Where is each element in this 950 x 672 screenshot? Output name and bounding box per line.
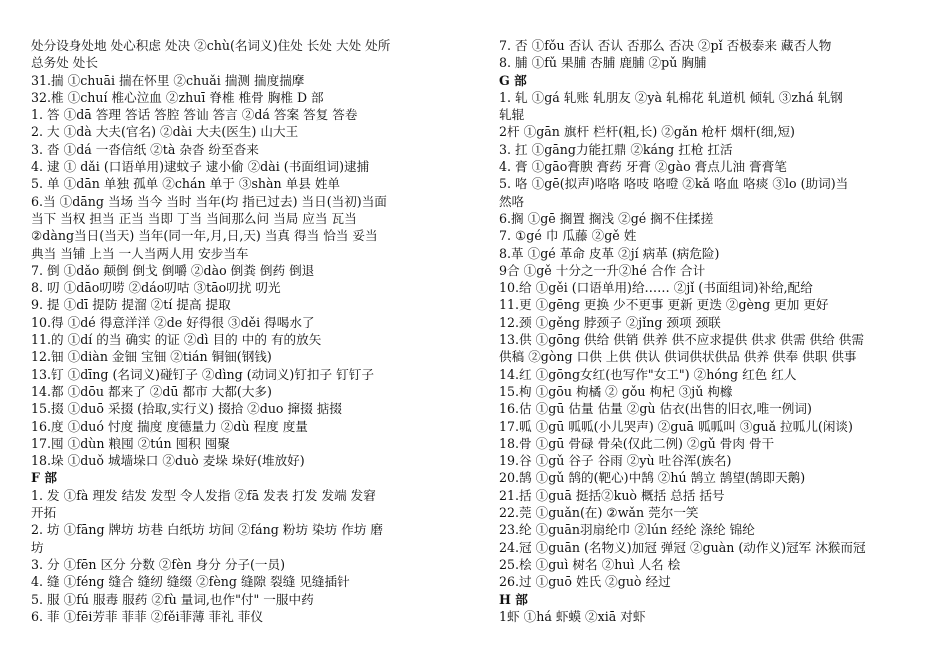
text-line: 12.钿 ①diàn 金钿 宝钿 ②tián 铜钿(钢钱) <box>31 349 272 365</box>
text-line: 2. 坊 ①fāng 牌坊 坊巷 白纸坊 坊间 ②fáng 粉坊 染坊 作坊 磨 <box>31 522 384 538</box>
text-line: 14.红 ①gōng女红(也写作"女工") ②hóng 红色 红人 <box>499 366 797 382</box>
text-line: 6.搁 ①gē 搁置 搁浅 ②gé 搁不住揉搓 <box>499 210 714 226</box>
text-line: 11.更 ①gēng 更换 少不更事 更新 更迭 ②gèng 更加 更好 <box>499 297 829 313</box>
text-line: 8. 脯 ①fǔ 果脯 杏脯 鹿脯 ②pǔ 胸脯 <box>499 55 707 71</box>
text-line: 26.过 ①guō 姓氏 ②guò 经过 <box>499 574 671 590</box>
text-line: 处分设身处地 处心积虑 处决 ②chù(名词义)住处 长处 大处 处所 <box>31 38 391 53</box>
text-line: 11.的 ①dí 的当 确实 的证 ②dì 目的 中的 有的放矢 <box>31 332 322 348</box>
text-line: 1. 发 ①fà 理发 结发 发型 令人发指 ②fā 发表 打发 发端 发窘 <box>31 487 376 503</box>
text-line: 12.颈 ①gěng 脖颈子 ②jǐng 颈项 颈联 <box>499 314 721 330</box>
text-line: 18.垛 ①duǒ 城墙垛口 ②duò 麦垛 垛好(堆放好) <box>31 453 305 469</box>
text-line: 16.估 ①gū 估量 估量 ②gù 估衣(出售的旧衣,唯一例词) <box>499 401 812 417</box>
text-line: 坊 <box>31 539 44 555</box>
text-line: 5. 咯 ①gē(拟声)咯咯 咯吱 咯噔 ②kǎ 咯血 咯痰 ③lo (助词)当 <box>499 176 849 192</box>
text-line: 6.当 ①dāng 当场 当今 当时 当年(均 指已过去) 当日(当初)当面 <box>31 193 387 209</box>
text-line: 总务处 处长 <box>31 55 98 71</box>
text-line: 13.钉 ①dīng (名词义)碰钉子 ②dìng (动词义)钉扣子 钉钉子 <box>31 366 374 382</box>
text-line: 7. 否 ①fǒu 否认 否认 否那么 否决 ②pǐ 否极泰来 藏否人物 <box>499 38 832 53</box>
text-line: 9合 ①gě 十分之一升②hé 合作 合计 <box>499 262 706 278</box>
text-line: ②dàng当日(当天) 当年(同一年,月,日,天) 当真 得当 恰当 妥当 <box>31 228 378 244</box>
text-line: 10.得 ①dé 得意洋洋 ②de 好得很 ③děi 得喝水了 <box>31 314 315 330</box>
left-column <box>31 37 461 625</box>
text-line: 7. 倒 ①dǎo 颠倒 倒戈 倒嚼 ②dào 倒粪 倒药 倒退 <box>31 262 315 278</box>
text-line: 2杆 ①gān 旗杆 栏杆(粗,长) ②gǎn 枪杆 烟杆(细,短) <box>499 124 795 140</box>
section-heading: F 部 <box>31 470 57 486</box>
text-line: 8.革 ①gé 革命 皮革 ②jí 病革 (病危险) <box>499 245 720 261</box>
text-line: 31.揣 ①chuāi 揣在怀里 ②chuǎi 揣测 揣度揣摩 <box>31 72 305 88</box>
text-line: 1虾 ①há 虾蟆 ②xiā 对虾 <box>499 608 646 624</box>
text-line: 然咯 <box>499 193 525 209</box>
text-line: 8. 叨 ①dāo叨唠 ②dáo叨咕 ③tāo叨扰 叨光 <box>31 280 281 296</box>
text-line: 典当 当铺 上当 一人当两人用 安步当车 <box>31 245 249 261</box>
text-line: 3. 分 ①fēn 区分 分数 ②fèn 身分 分子(一员) <box>31 556 286 572</box>
text-line: 17.呱 ①gū 呱呱(小儿哭声) ②guā 呱呱叫 ③guǎ 拉呱儿(闲谈) <box>499 418 853 434</box>
text-line: 32.椎 ①chuí 椎心泣血 ②zhuī 脊椎 椎骨 胸椎 D 部 <box>31 89 324 105</box>
text-line: 1. 轧 ①gá 轧账 轧朋友 ②yà 轧棉花 轧道机 倾轧 ③zhá 轧钢 <box>499 89 843 105</box>
text-line: 3. 沓 ①dá 一沓信纸 ②tà 杂沓 纷至沓来 <box>31 141 259 157</box>
text-line: 21.括 ①guā 挺括②kuò 概括 总括 括号 <box>499 487 725 503</box>
text-line: 17.囤 ①dùn 粮囤 ②tún 囤积 囤聚 <box>31 435 230 451</box>
text-line: 10.给 ①gěi (口语单用)给…… ②jǐ (书面组词)补给,配给 <box>499 280 813 296</box>
text-line: 4. 缝 ①féng 缝合 缝纫 缝缀 ②fèng 缝隙 裂缝 见缝插针 <box>31 574 350 590</box>
text-line: 23.纶 ①guān羽扇纶巾 ②lún 经纶 涤纶 锦纶 <box>499 522 755 538</box>
text-line: 4. 逮 ① dǎi (口语单用)逮蚊子 逮小偷 ②dài (书面组词)逮捕 <box>31 159 370 175</box>
text-line: 24.冠 ①guān (名物义)加冠 弹冠 ②guàn (动作义)冠军 沐猴而冠 <box>499 539 866 555</box>
text-line: 2. 大 ①dà 大夫(官名) ②dài 大夫(医生) 山大王 <box>31 124 299 140</box>
text-line: 5. 单 ①dān 单独 孤单 ②chán 单于 ③shàn 单县 姓单 <box>31 176 341 192</box>
text-line: 3. 扛 ①gāng力能扛鼎 ②káng 扛枪 扛活 <box>499 141 733 157</box>
text-line: 16.度 ①duó 忖度 揣度 度德量力 ②dù 程度 度量 <box>31 418 308 434</box>
text-line: 14.都 ①dōu 都来了 ②dū 都市 大都(大多) <box>31 383 272 399</box>
text-line: 13.供 ①gōng 供给 供销 供养 供不应求提供 供求 供需 供给 供需 <box>499 332 864 348</box>
text-line: 6. 菲 ①fēi芳菲 菲菲 ②fěi菲薄 菲礼 菲仪 <box>31 608 264 624</box>
text-line: 9. 提 ①dī 提防 提溜 ②tí 提高 提取 <box>31 297 231 313</box>
text-line: 22.莞 ①guǎn(在) ②wǎn 莞尔一笑 <box>499 505 699 521</box>
text-line: 供稿 ②gòng 口供 上供 供认 供词供状供品 供养 供奉 供职 供事 <box>499 349 857 365</box>
text-line: 19.谷 ①gǔ 谷子 谷雨 ②yù 吐谷浑(族名) <box>499 453 732 469</box>
text-line: 15.枸 ①gōu 枸橘 ② gǒu 枸杞 ③jǔ 枸橼 <box>499 383 733 399</box>
text-line: 20.鹄 ①gǔ 鹄的(靶心)中鹄 ②hú 鹄立 鹄望(鹄即天鹅) <box>499 470 806 486</box>
text-line: 1. 答 ①dā 答理 答话 答腔 答讪 答言 ②dá 答案 答复 答卷 <box>31 107 358 123</box>
section-heading: H 部 <box>499 591 528 607</box>
text-line: 7. ①gé 巾 瓜藤 ②gě 姓 <box>499 228 637 244</box>
text-line: 18.骨 ①gū 骨碌 骨朵(仅此二例) ②gǔ 骨肉 骨干 <box>499 435 775 451</box>
text-line: 25.桧 ①guì 树名 ②huì 人名 桧 <box>499 556 681 572</box>
text-line: 开拓 <box>31 505 57 521</box>
text-line: 15.掇 ①duō 采掇 (拾取,实行义) 掇拾 ②duo 撺掇 掂掇 <box>31 401 342 417</box>
right-column <box>499 37 929 625</box>
text-line: 5. 服 ①fú 服毒 服药 ②fù 量词,也作"付" 一服中药 <box>31 591 314 607</box>
text-line: 4. 膏 ①gāo膏腴 膏药 牙膏 ②gào 膏点儿油 膏膏笔 <box>499 159 787 175</box>
section-heading: G 部 <box>499 72 527 88</box>
text-line: 当下 当权 担当 正当 当即 丁当 当间那么问 当局 应当 瓦当 <box>31 210 357 226</box>
text-line: 轧辊 <box>499 107 525 123</box>
